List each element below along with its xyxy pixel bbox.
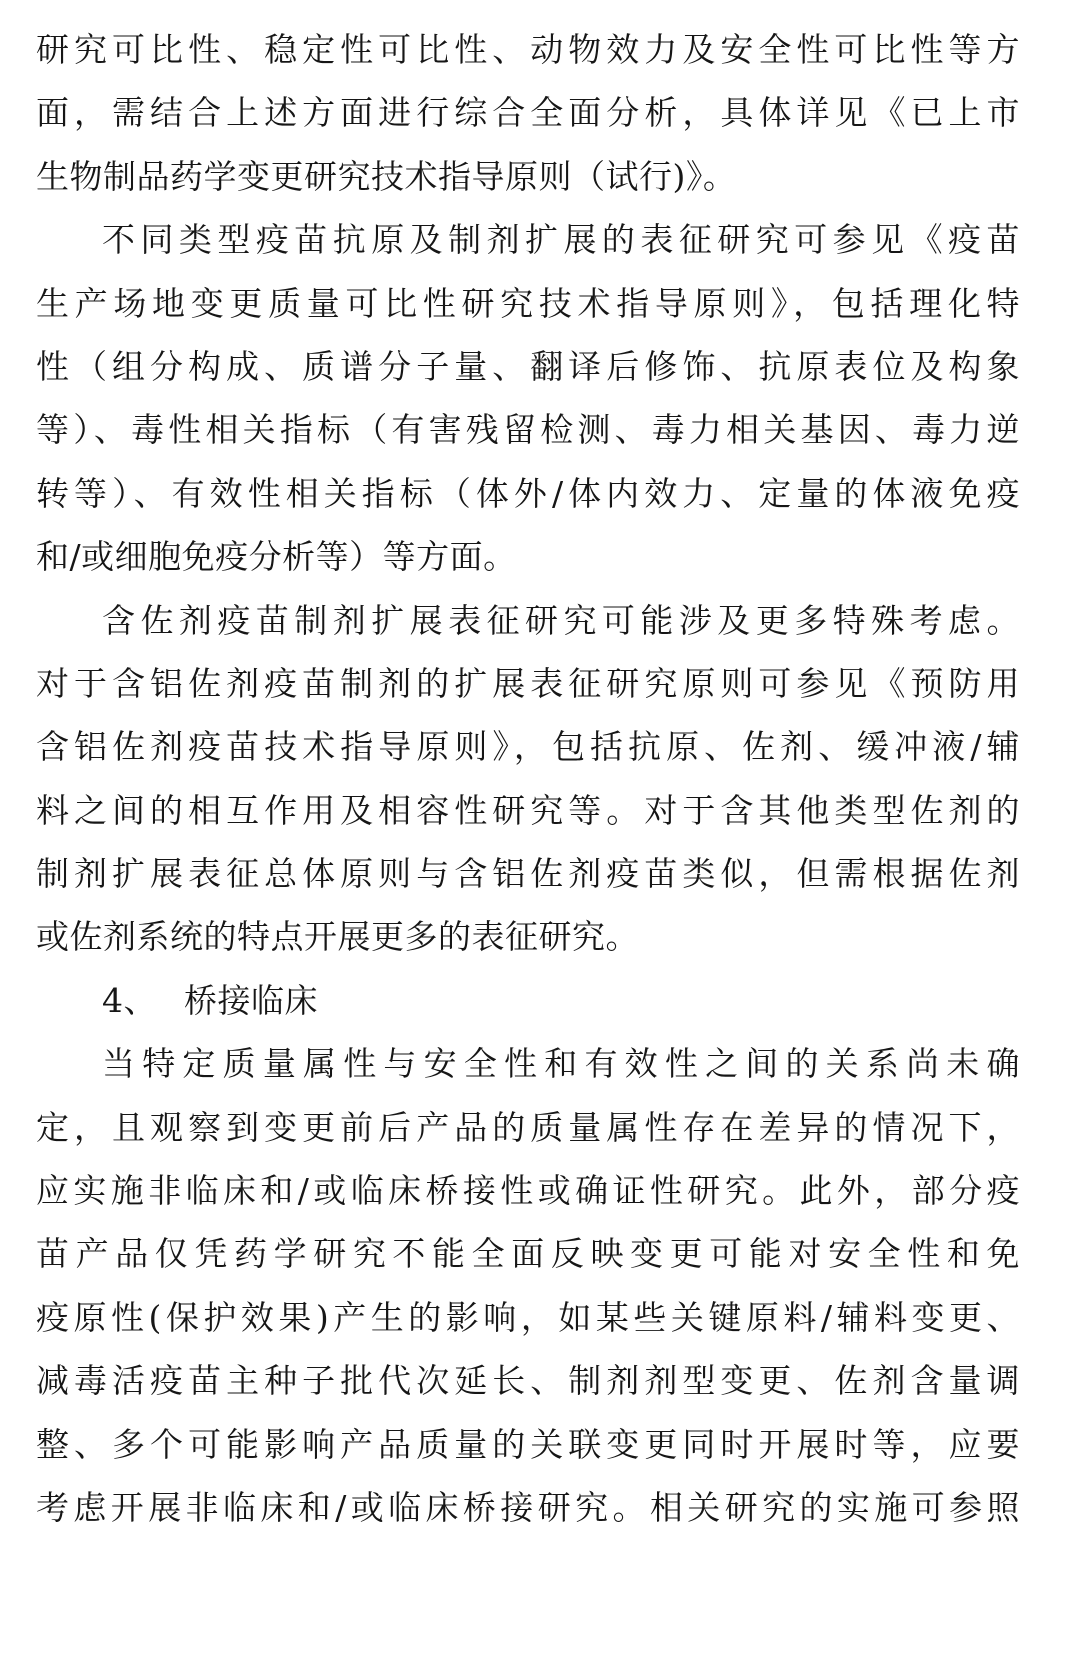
text-line: 和/或细胞免疫分析等）等方面。 [36,537,517,577]
text-line: 含铝佐剂疫苗技术指导原则》，包括抗原、佐剂、缓冲液/辅 [36,727,1020,767]
text-line: 性（组分构成、质谱分子量、翻译后修饰、抗原表位及构象 [36,346,1020,386]
text-line: 定，且观察到变更前后产品的质量属性存在差异的情况下， [36,1107,1020,1147]
section-number: 4、 [102,980,157,1020]
text-line: 减毒活疫苗主种子批代次延长、制剂剂型变更、佐剂含量调 [36,1361,1020,1401]
text-line: 当特定质量属性与安全性和有效性之间的关系尚未确 [102,1044,1020,1084]
text-line: 考虑开展非临床和/或临床桥接研究。相关研究的实施可参照 [36,1487,1020,1527]
text-line: 等）、毒性相关指标（有害残留检测、毒力相关基因、毒力逆 [36,410,1020,450]
text-line: 面，需结合上述方面进行综合全面分析，具体详见《已上市 [36,93,1020,133]
text-line: 转等）、有效性相关指标（体外/体内效力、定量的体液免疫 [36,473,1020,513]
text-line: 应实施非临床和/或临床桥接性或确证性研究。此外，部分疫 [36,1171,1020,1211]
text-line: 研究可比性、稳定性可比性、动物效力及安全性可比性等方 [36,30,1020,69]
section-title: 桥接临床 [184,980,318,1020]
text-line: 苗产品仅凭药学研究不能全面反映变更可能对安全性和免 [36,1234,1020,1274]
paragraph-2 [36,208,1020,588]
text-line: 含佐剂疫苗制剂扩展表征研究可能涉及更多特殊考虑。 [102,600,1020,640]
text-line: 整、多个可能影响产品质量的关联变更同时开展时等，应要 [36,1424,1020,1464]
section-heading [36,969,1020,1032]
text-line: 生物制品药学变更研究技术指导原则（试行)》。 [36,156,737,196]
text-line: 不同类型疫苗抗原及制剂扩展的表征研究可参见《疫苗 [102,220,1020,260]
paragraph-1 [36,18,1020,208]
text-line: 对于含铝佐剂疫苗制剂的扩展表征研究原则可参见《预防用 [36,663,1020,703]
text-line: 或佐剂系统的特点开展更多的表征研究。 [36,917,639,957]
text-line: 疫原性(保护效果)产生的影响，如某些关键原料/辅料变更、 [36,1297,1020,1337]
paragraph-3 [36,589,1020,969]
text-line: 生产场地变更质量可比性研究技术指导原则》，包括理化特 [36,283,1020,323]
text-line: 料之间的相互作用及相容性研究等。对于含其他类型佐剂的 [36,790,1020,830]
paragraph-4 [36,1032,1020,1539]
text-line: 制剂扩展表征总体原则与含铝佐剂疫苗类似，但需根据佐剂 [36,854,1020,894]
